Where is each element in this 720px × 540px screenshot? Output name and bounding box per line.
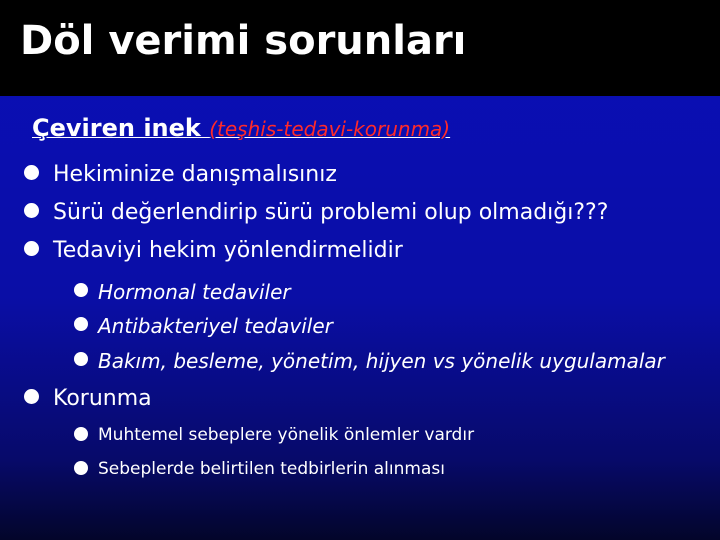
sub-bullet-item <box>74 314 333 338</box>
sub-bullet-text: Antibakteriyel tedaviler <box>98 314 333 338</box>
bullet-dot-icon <box>74 317 88 331</box>
bullet-text: Korunma <box>53 386 152 411</box>
subtitle-main: Çeviren inek <box>32 114 210 142</box>
bullet-dot-icon <box>24 389 39 404</box>
bullet-dot-icon <box>74 461 88 475</box>
subtitle-extra: (teşhis-tedavi-korunma) <box>209 117 451 141</box>
bullet-item <box>24 386 152 411</box>
bullet-text: Sürü değerlendirip sürü problemi olup olmadığı??? <box>53 200 609 225</box>
bullet-dot-icon <box>74 427 88 441</box>
bullet-text: Hekiminize danışmalısınız <box>53 162 337 187</box>
bullet-item <box>24 238 403 263</box>
bullet-item <box>24 162 337 187</box>
bullet-dot-icon <box>24 203 39 218</box>
bullet-dot-icon <box>24 165 39 180</box>
bullet-dot-icon <box>74 352 88 366</box>
sub-bullet-item <box>74 280 291 304</box>
bullet-item <box>24 200 608 225</box>
sub-bullet-text: Bakım, besleme, yönetim, hijyen vs yönelik uygulamalar <box>98 349 665 373</box>
slide-title: Döl verimi sorunları <box>20 18 467 64</box>
bullet-dot-icon <box>24 241 39 256</box>
sub-bullet-item <box>74 349 665 373</box>
sub-bullet-text: Sebeplerde belirtilen tedbirlerin alınması <box>98 459 445 479</box>
bullet-text: Tedaviyi hekim yönlendirmelidir <box>53 238 403 263</box>
sub-bullet-text: Muhtemel sebeplere yönelik önlemler vardır <box>98 425 475 445</box>
sub-bullet-item <box>74 459 445 479</box>
bullet-dot-icon <box>74 283 88 297</box>
sub-bullet-item <box>74 425 474 445</box>
sub-bullet-text: Hormonal tedaviler <box>98 280 291 304</box>
slide-subtitle <box>32 114 450 142</box>
